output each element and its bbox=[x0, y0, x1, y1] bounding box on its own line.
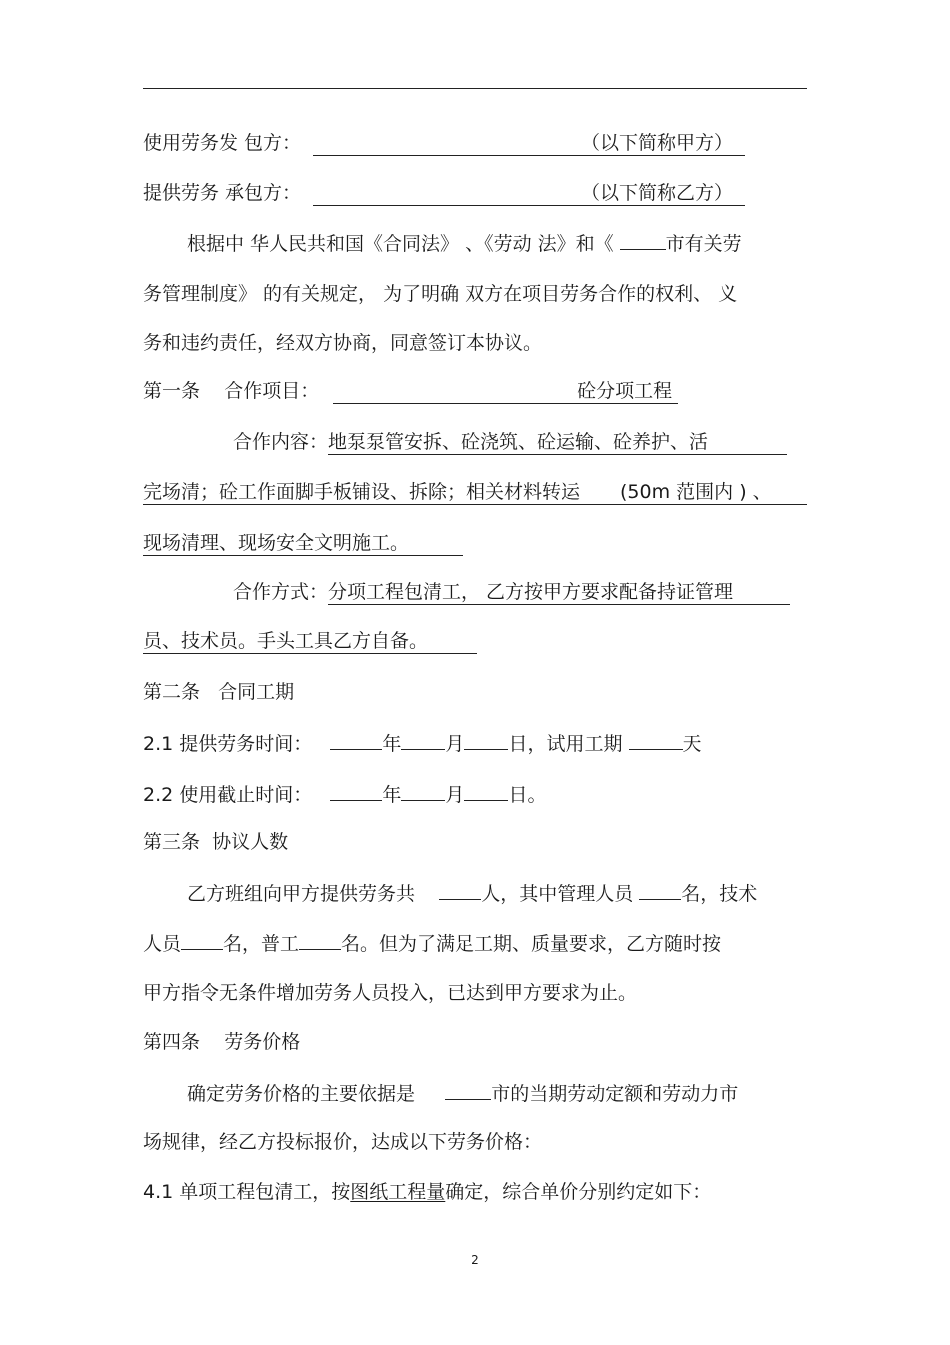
article-4-item-1 bbox=[143, 1179, 711, 1205]
content-text-3: 现场清理、现场安全文明施工。 bbox=[143, 532, 410, 554]
managers-blank bbox=[639, 879, 681, 900]
content-line-3 bbox=[143, 530, 463, 556]
content-value-3 bbox=[143, 531, 463, 556]
days-unit: 天 bbox=[682, 733, 702, 755]
item-2-2-label: 使用截止时间： bbox=[179, 784, 313, 806]
content-line-1 bbox=[233, 429, 787, 455]
method-line-1 bbox=[233, 579, 790, 605]
trial-days-blank bbox=[629, 729, 683, 750]
article-4-heading-line bbox=[143, 1029, 300, 1055]
article-3-text-1a: 乙方班组向甲方提供劳务共 bbox=[187, 883, 416, 905]
header-rule bbox=[143, 88, 807, 89]
article-3-heading: 第三条 bbox=[143, 831, 201, 853]
party-b-suffix: （以下简称乙方） bbox=[580, 182, 733, 204]
method-text-1: 分项工程包清工， 乙方按甲方要求配备持证管理 bbox=[328, 581, 734, 603]
party-a-line bbox=[143, 130, 745, 156]
article-3-text-1b: 人，其中管理人员 bbox=[481, 883, 634, 905]
day-label: 日 bbox=[508, 733, 528, 755]
day-label: 日 bbox=[508, 784, 528, 806]
end-year-blank bbox=[330, 780, 382, 801]
article-4-title: 劳务价格 bbox=[224, 1031, 301, 1053]
content-text-1: 地泵泵管安拆、砼浇筑、砼运输、砼养护、活 bbox=[328, 431, 709, 453]
method-value-1 bbox=[328, 580, 790, 605]
year-label: 年 bbox=[382, 733, 402, 755]
trial-period-label: ，试用工期 bbox=[527, 733, 623, 755]
article-3-text-2b: 名，普工 bbox=[223, 933, 300, 955]
item-2-1-label: 提供劳务时间： bbox=[179, 733, 313, 755]
total-workers-blank bbox=[439, 879, 481, 900]
item-4-1-text-a: 单项工程包清工，按 bbox=[179, 1181, 351, 1203]
period-mark: 。 bbox=[527, 784, 547, 806]
laborers-blank bbox=[299, 929, 341, 950]
article-4-line-1 bbox=[187, 1079, 738, 1107]
article-4-text-1a: 确定劳务价格的主要依据是 bbox=[187, 1083, 416, 1105]
item-4-1-text-c: 确定，综合单价分别约定如下： bbox=[445, 1181, 712, 1203]
item-2-2-number: 2.2 bbox=[143, 784, 174, 806]
start-month-blank bbox=[401, 729, 445, 750]
end-day-blank bbox=[464, 780, 508, 801]
article-4-line-2: 场规律，经乙方投标报价，达成以下劳务价格： bbox=[143, 1131, 543, 1153]
method-value-2 bbox=[143, 629, 477, 654]
article-2-heading-line bbox=[143, 679, 294, 705]
item-4-1-drawings: 图纸工程量 bbox=[350, 1181, 446, 1203]
party-a-label: 使用劳务发 包方： bbox=[143, 132, 302, 154]
start-day-blank bbox=[464, 729, 508, 750]
content-text-2a: 完场清；砼工作面脚手板铺设、拆除；相关材料转运 bbox=[143, 481, 581, 503]
preamble-line-1 bbox=[187, 229, 742, 257]
article-2-heading: 第二条 bbox=[143, 681, 201, 703]
method-line-2 bbox=[143, 628, 477, 654]
content-value-2 bbox=[143, 480, 807, 505]
start-year-blank bbox=[330, 729, 382, 750]
preamble-text-1a: 根据中 华人民共和国《合同法》 、《劳动 法》和《 bbox=[187, 233, 614, 255]
page-number: 2 bbox=[471, 1253, 479, 1267]
technicians-blank bbox=[181, 929, 223, 950]
article-3-line-1 bbox=[187, 879, 757, 907]
article-3-text-1c: 名，技术 bbox=[681, 883, 758, 905]
project-label: 合作项目： bbox=[224, 380, 320, 402]
month-label: 月 bbox=[445, 784, 465, 806]
end-month-blank bbox=[401, 780, 445, 801]
term-end-line bbox=[143, 780, 546, 808]
pricing-city-blank bbox=[445, 1079, 491, 1100]
item-4-1-number: 4.1 bbox=[143, 1181, 174, 1203]
project-value: 砼分项工程 bbox=[577, 380, 673, 402]
article-1-heading: 第一条 bbox=[143, 380, 201, 402]
preamble-line-2: 务管理制度》 的有关规定， 为了明确 双方在项目劳务合作的权利、 义 bbox=[143, 283, 738, 305]
item-2-1-number: 2.1 bbox=[143, 733, 174, 755]
article-3-heading-line bbox=[143, 829, 288, 855]
article-1-project-line bbox=[143, 378, 678, 404]
city-blank bbox=[620, 229, 666, 250]
party-a-field bbox=[313, 131, 745, 156]
project-field bbox=[333, 379, 678, 404]
party-a-suffix: （以下简称甲方） bbox=[580, 132, 733, 154]
preamble-line-3: 务和违约责任，经双方协商，同意签订本协议。 bbox=[143, 332, 543, 354]
article-3-line-2 bbox=[143, 929, 721, 957]
content-line-2 bbox=[143, 479, 807, 505]
article-3-text-2a: 人员 bbox=[143, 933, 182, 955]
article-4-heading: 第四条 bbox=[143, 1031, 201, 1053]
article-2-title: 合同工期 bbox=[218, 681, 295, 703]
year-label: 年 bbox=[382, 784, 402, 806]
content-label: 合作内容： bbox=[233, 431, 329, 453]
article-3-text-2c: 名。但为了满足工期、质量要求，乙方随时按 bbox=[341, 933, 722, 955]
article-3-title: 协议人数 bbox=[212, 831, 289, 853]
method-label: 合作方式： bbox=[233, 581, 329, 603]
party-b-field bbox=[313, 181, 745, 206]
content-text-2b: (50m 范围内 ) 、 bbox=[620, 481, 772, 503]
month-label: 月 bbox=[445, 733, 465, 755]
article-3-line-3: 甲方指令无条件增加劳务人员投入，已达到甲方要求为止。 bbox=[143, 982, 638, 1004]
term-start-line bbox=[143, 729, 702, 757]
party-b-line bbox=[143, 180, 745, 206]
preamble-text-1b: 市有关劳 bbox=[665, 233, 742, 255]
method-text-2: 员、技术员。手头工具乙方自备。 bbox=[143, 630, 429, 652]
party-b-label: 提供劳务 承包方： bbox=[143, 182, 302, 204]
article-4-text-1b: 市的当期劳动定额和劳动力市 bbox=[491, 1083, 739, 1105]
content-value-1 bbox=[328, 430, 787, 455]
